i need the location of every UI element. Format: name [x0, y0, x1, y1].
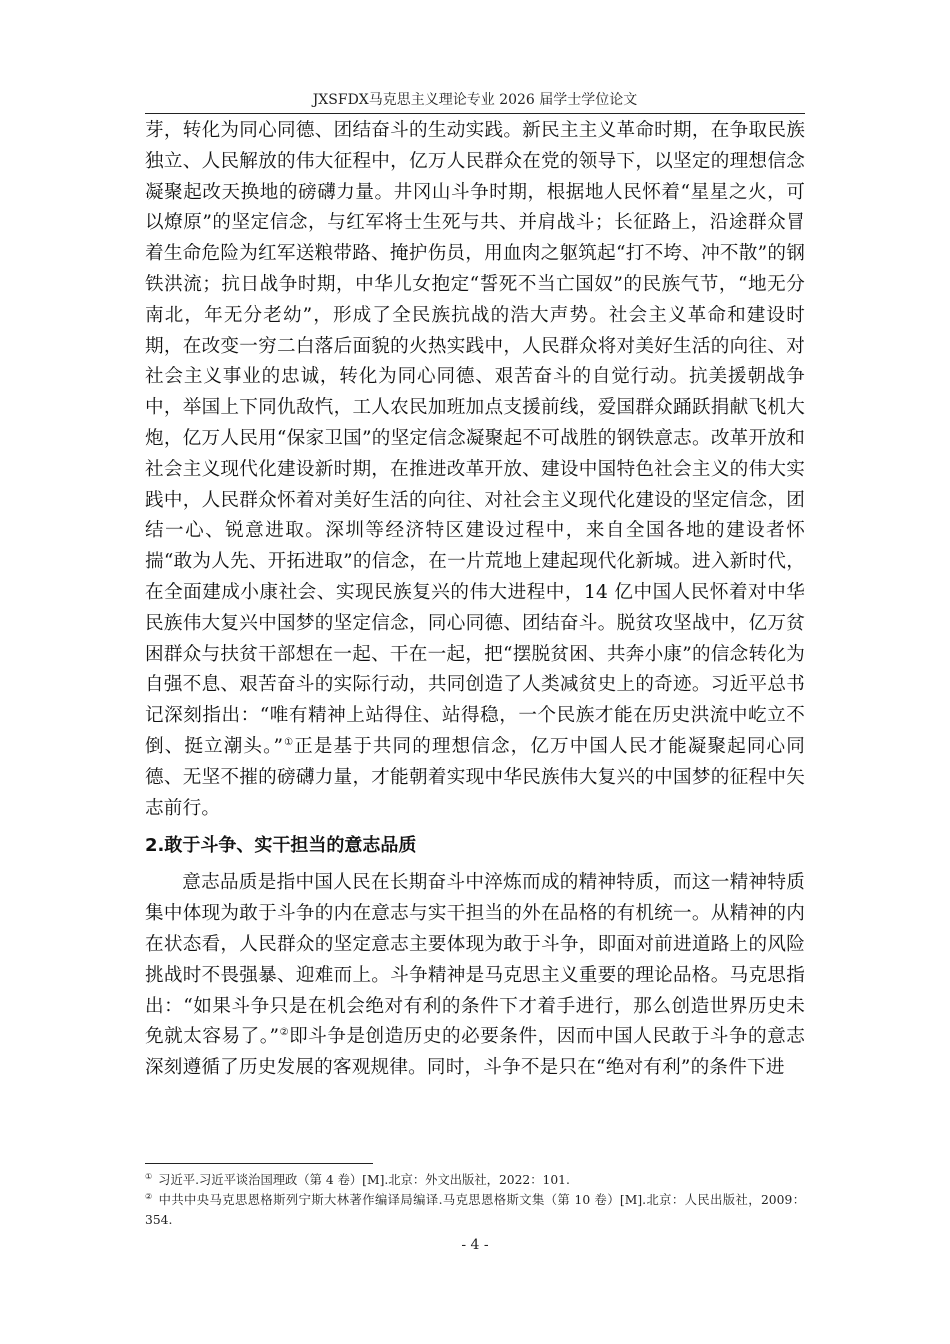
paragraph-will — [145, 868, 805, 1084]
footnote-ref-1: ① — [283, 736, 295, 748]
paragraph-ideals-text-b: 正是基于共同的理想信念，亿万中国人民才能凝聚起同心同德、无坚不摧的磅礴力量，才能朝着实现中华民族伟大复兴的中国梦的征程中矢志前行。 — [145, 735, 805, 819]
footnote-ref-2: ② — [279, 1027, 290, 1039]
paragraph-ideals — [145, 116, 805, 824]
footnote-1-text: 习近平.习近平谈治国理政（第 4 卷）[M].北京：外文出版社，2022：101. — [158, 1173, 570, 1187]
footnote-rule — [145, 1163, 373, 1164]
page-number: - 4 - — [461, 1237, 489, 1253]
footnote-2-text: 中共中央马克思恩格斯列宁斯大林著作编译局编译.马克思恩格斯文集（第 10 卷）[M].北京：人民出版社，2009：354. — [145, 1193, 806, 1227]
section-heading: 2.敢于斗争、实干担当的意志品质 — [145, 835, 417, 857]
footnotes — [145, 1170, 805, 1230]
footnote-2-mark: ② — [145, 1191, 153, 1201]
paragraph-will-text-a: 意志品质是指中国人民在长期奋斗中淬炼而成的精神特质，而这一精神特质集中体现为敢于斗争的内在意志与实干担当的外在品格的有机统一。从精神的内在状态看，人民群众的坚定意志主要体现为敢于斗争，即面对前进道路上的风险挑战时不畏强暴、迎难而上。斗争精神是马克思主义重要的理论品格。马克思指出：“如果斗争只是在机会绝对有利的条件下才着手进行，那么创造世界历史未免就太容易了。” — [145, 872, 805, 1048]
running-header: JXSFDX马克思主义理论专业 2026 届学士学位论文 — [312, 92, 638, 108]
header-rule — [145, 113, 805, 114]
paragraph-ideals-text-a: 芽，转化为同心同德、团结奋斗的生动实践。新民主主义革命时期，在争取民族独立、人民解放的伟大征程中，亿万人民群众在党的领导下，以坚定的理想信念凝聚起改天换地的磅礴力量。井冈山斗争时期，根据地人民怀着“星星之火，可以燎原”的坚定信念，与红军将士生死与共、并肩战斗；长征路上，沿途群众冒着生命危险为红军送粮带路、掩护伤员，用血肉之躯筑起“打不垮、冲不散”的钢铁洪流；抗日战争时期，中华儿女抱定“誓死不当亡国奴”的民族气节，“地无分南北，年无分老幼”，形成了全民族抗战的浩大声势。社会主义革命和建设时期，在改变一穷二白落后面貌的火热实践中，人民群众将对美好生活的向往、对社会主义事业的忠诚，转化为同心同德、艰苦奋斗的自觉行动。抗美援朝战争中，举国上下同仇敌忾，工人农民加班加点支援前线，爱国群众踊跃捐献飞机大炮，亿万人民用“保家卫国”的坚定信念凝聚起不可战胜的钢铁意志。改革开放和社会主义现代化建设新时期，在推进改革开放、建设中国特色社会主义的伟大实践中，人民群众怀着对美好生活的向往、对社会主义现代化建设的坚定信念，团结一心、锐意进取。深圳等经济特区建设过程中，来自全国各地的建设者怀揣“敢为人先、开拓进取”的信念，在一片荒地上建起现代化新城。进入新时代，在全面建成小康社会、实现民族复兴的伟大进程中，14 亿中国人民怀着对中华民族伟大复兴中国梦的坚定信念，同心同德、团结奋斗。脱贫攻坚战中，亿万贫困群众与扶贫干部想在一起、干在一起，把“摆脱贫困、共奔小康”的信念转化为自强不息、艰苦奋斗的实际行动，共同创造了人类减贫史上的奇迹。习近平总书记深刻指出：“唯有精神上站得住、站得稳，一个民族才能在历史洪流中屹立不倒、挺立潮头。” — [145, 120, 805, 757]
body-text — [145, 116, 805, 1084]
footnote-1-mark: ① — [145, 1171, 153, 1181]
paragraph-will-text-b: 即斗争是创造历史的必要条件，因而中国人民敢于斗争的意志深刻遵循了历史发展的客观规律。同时，斗争不是只在“绝对有利”的条件下进 — [145, 1026, 805, 1079]
footnote-1 — [145, 1170, 805, 1190]
footnote-2 — [145, 1190, 805, 1230]
